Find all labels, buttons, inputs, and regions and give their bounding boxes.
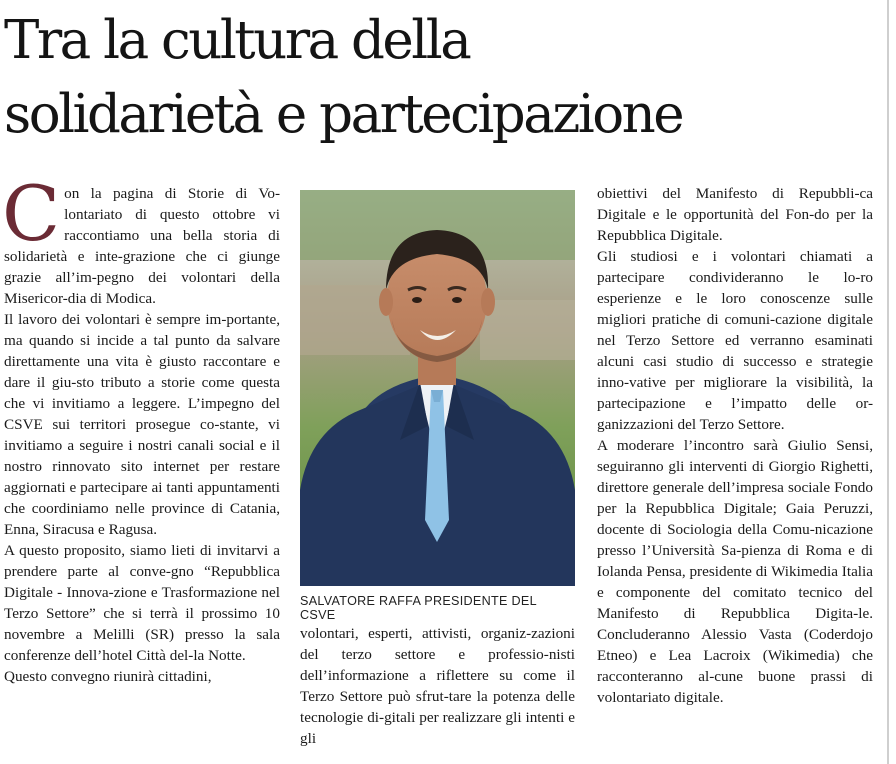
paragraph-volunteers: Il lavoro dei volontari è sempre im-portante, ma quando si incide a tal punto da salvare direttamente una vita è giusto raccontare e dare il giu-sto tributo a storie come questa che vi invitiamo a leggere. L’impegno del CSVE sui territori prosegue co-stante, vi invitiamo a seguire i nostri canali social e il nostro rinnovato sito internet per restare aggiornati e partecipare ai tanti appuntamenti che coordiniamo nelle province di Catania, Enna, Siracusa e Ragusa.	[4, 311, 280, 538]
paragraph-convention: A questo proposito, siamo lieti di invitarvi a prendere parte al conve-gno “Repubblica Digitale - Innova-zione e Trasformazione nel Terzo Settore” che si terrà il prossimo 10 novembre a Melilli (SR) presso la sala conferenze dell’hotel Città del-la Notte.	[4, 542, 280, 664]
paragraph-speakers: A moderare l’incontro sarà Giulio Sensi, seguiranno gli interventi di Giorgio Righetti, direttore generale dell’impresa sociale Fondo per la Repubblica Digitale; Gaia Peruzzi, docente di Sociologia della Comu-nicazione presso l’Università Sa-pienza di Roma e di Iolanda Pensa, presidente di Wikimedia Italia e componente del comitato tecnico del Manifesto di Repubblica Digita-le. Concluderanno Alessio Vasta (Coderdojo Etneo) e Lea Lacroix (Wikimedia) che racconteranno al-cune buone prassi di volontariato digitale.	[597, 437, 873, 706]
paragraph-intro: on la pagina di Storie di Vo-lontariato di questo ottobre vi raccontiamo una bella storia di solidarietà e inte-grazione che ci giunge grazie all’im-pegno dei volontari della Misericor-dia di Modica.	[4, 185, 280, 307]
article-column-3	[597, 183, 873, 708]
article-column-2	[300, 623, 575, 749]
headline-line-1: Tra la cultura della	[4, 10, 470, 71]
portrait-illustration	[300, 190, 575, 586]
headline	[4, 4, 884, 152]
drop-cap: C	[2, 169, 61, 258]
headline-line-2: solidarietà e partecipazione	[4, 84, 683, 145]
paragraph-convention-cont: Questo convegno riunirà cittadini,	[4, 668, 212, 685]
portrait-photo	[300, 190, 575, 586]
paragraph-scholars: Gli studiosi e i volontari chiamati a partecipare condivideranno le lo-ro esperienze e le loro conoscenze sulle migliori pratiche di comuni-cazione digitale nel Terzo Settore ed verranno esaminati alcuni casi studio di successo e strategie inno-vative per migliorare la visibilità, la partecipazione e l’impatto delle or-ganizzazioni del Terzo Settore.	[597, 248, 873, 433]
photo-caption: SALVATORE RAFFA PRESIDENTE DEL CSVE	[300, 594, 537, 622]
paragraph-participants: volontari, esperti, attivisti, organiz-zazioni del terzo settore e professio-nisti dell’informazione a riflettere su come il Terzo Settore può sfrut-tare la potenza delle tecnologie di-gitali per realizzare gli intenti e gli	[300, 625, 575, 747]
article-column-1	[2, 169, 280, 687]
page-edge-rule	[887, 0, 889, 764]
paragraph-objectives: obiettivi del Manifesto di Repubbli-ca Digitale e le opportunità del Fon-do per la Repubblica Digitale.	[597, 185, 873, 244]
